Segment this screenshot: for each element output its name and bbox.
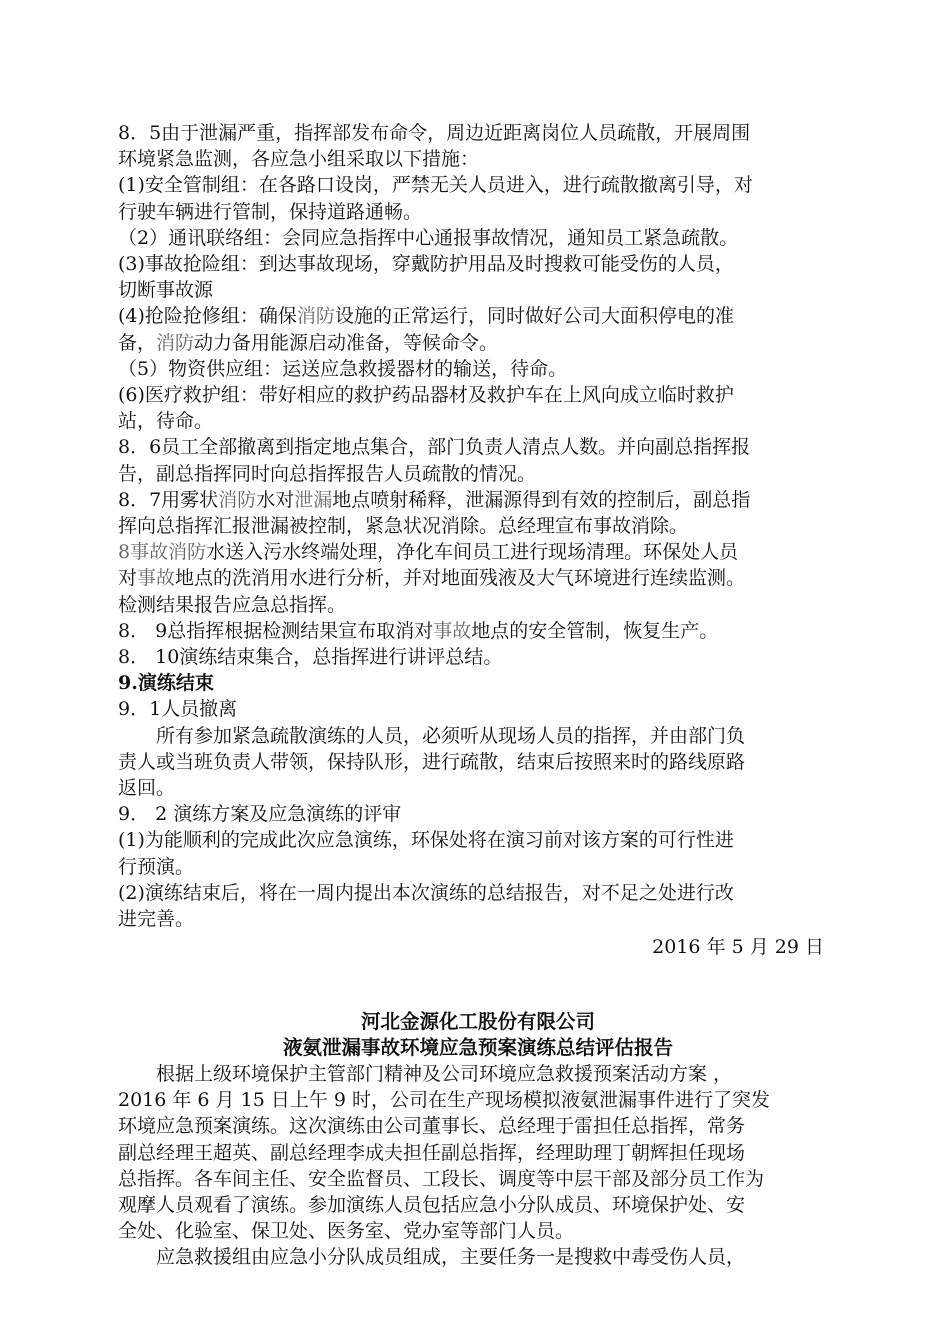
text-line: （5）物资供应组：运送应急救援器材的输送，待命。: [118, 357, 568, 380]
text-segment: (4)抢险抢修组：确保: [118, 305, 297, 328]
text-line: 切断事故源: [118, 279, 214, 302]
text-line: 总指挥。各车间主任、安全监督员、工段长、调度等中层干部及部分员工作为: [118, 1167, 765, 1190]
subsection-heading: 9． 2 演练方案及应急演练的评审: [118, 803, 402, 826]
text-line: 环境应急预案演练。这次演练由公司董事长、总经理于雷担任总指挥，常务: [118, 1115, 746, 1138]
text-segment: 动力备用能源启动准备，等候命令。: [194, 331, 499, 354]
text-line: 8．6员工全部撤离到指定地点集合，部门负责人清点人数。并向副总指挥报: [118, 436, 751, 459]
text-line: (1)为能顺利的完成此次应急演练，环保处将在演习前对该方案的可行性进: [118, 829, 734, 852]
highlighted-term: 事故: [137, 567, 176, 590]
document-date: 2016 年 5 月 29 日: [652, 936, 824, 959]
text-segment: 8． 9总指挥根据检测结果宣布取消对: [118, 619, 434, 642]
spacer: [118, 961, 838, 1009]
text-line: [118, 303, 838, 329]
text-line: 环境紧急监测，各应急小组采取以下措施：: [118, 148, 480, 171]
text-line: 行驶车辆进行管制，保持道路通畅。: [118, 200, 423, 223]
text-segment: 地点的洗消用水进行分析，并对地面残液及大气环境进行连续监测。: [175, 567, 746, 590]
text-segment: 备，: [118, 331, 157, 354]
text-line: 副总经理王超英、副总经理李成夫担任副总指挥，经理助理丁朝辉担任现场: [118, 1141, 746, 1164]
highlighted-term: 泄漏: [294, 488, 333, 511]
text-line: 根据上级环境保护主管部门精神及公司环境应急救援预案活动方案 ，: [156, 1062, 733, 1085]
text-segment: 水对: [256, 488, 295, 511]
text-line: (1)安全管制组：在各路口设岗，严禁无关人员进入，进行疏散撤离引导，对: [118, 174, 753, 197]
highlighted-term: 消防: [156, 331, 195, 354]
text-line: 全处、化验室、保卫处、医务室、党办室等部门人员。: [118, 1220, 575, 1243]
text-line: 返回。: [118, 777, 176, 800]
highlighted-term: 消防: [296, 305, 335, 328]
text-line: 进完善。: [118, 908, 195, 931]
text-line: 观摩人员观看了演练。参加演练人员包括应急小分队成员、环境保护处、安: [118, 1193, 746, 1216]
text-line: 站，待命。: [118, 410, 214, 433]
document-body: [118, 120, 838, 1271]
text-line: 8． 10演练结束集合，总指挥进行讲评总结。: [118, 646, 503, 669]
text-line: (6)医疗救护组：带好相应的救护药品器材及救护车在上风向成立临时救护: [118, 384, 734, 407]
text-segment: 地点喷射稀释，泄漏源得到有效的控制后，副总指: [332, 488, 751, 511]
text-line: （2）通讯联络组：会同应急指挥中心通报事故情况，通知员工紧急疏散。: [118, 226, 739, 249]
text-line: [118, 330, 838, 356]
text-line: 责人或当班负责人带领，保持队形，进行疏散，结束后按照来时的路线原路: [118, 750, 746, 773]
text-line: 应急救援组由应急小分队成员组成，主要任务一是搜救中毒受伤人员，: [156, 1246, 746, 1269]
text-line: 所有参加紧急疏散演练的人员，必须听从现场人员的指挥，并由部门负: [156, 724, 746, 747]
text-line: (2)演练结束后，将在一周内提出本次演练的总结报告，对不足之处进行改: [118, 881, 734, 904]
text-line: 检测结果报告应急总指挥。: [118, 593, 347, 616]
highlighted-term: 消防: [218, 488, 257, 511]
text-segment: 设施的正常运行，同时做好公司大面积停电的准: [334, 305, 734, 328]
text-line: 8．5由于泄漏严重，指挥部发布命令，周边近距离岗位人员疏散，开展周围: [118, 122, 751, 144]
highlighted-term: 事故: [433, 619, 472, 642]
text-line: 行预演。: [118, 855, 195, 878]
text-segment: 水送入污水终端处理，净化车间员工进行现场清理。环保处人员: [206, 541, 739, 564]
company-title: 河北金源化工股份有限公司: [360, 1009, 595, 1033]
text-line: (3)事故抢险组：到达事故现场，穿戴防护用品及时搜救可能受伤的人员，: [118, 253, 734, 276]
text-segment: 8．7用雾状: [118, 488, 219, 511]
text-line: [118, 565, 838, 591]
text-line: 告，副总指挥同时向总指挥报告人员疏散的情况。: [118, 462, 537, 485]
text-line: 挥向总指挥汇报泄漏被控制，紧急状况消除。总经理宣布事故消除。: [118, 515, 689, 538]
subsection-heading: 9．1人员撤离: [118, 698, 238, 721]
report-title: 液氨泄漏事故环境应急预案演练总结评估报告: [282, 1035, 673, 1059]
text-line: [118, 539, 838, 565]
text-segment: 8: [118, 541, 131, 564]
section-heading: 9.演练结束: [118, 672, 214, 695]
text-line: 2016 年 6 月 15 日上午 9 时，公司在生产现场模拟液氨泄漏事件进行了突发: [118, 1089, 770, 1112]
highlighted-term: 事故消防: [130, 541, 207, 564]
text-line: [118, 487, 838, 513]
text-segment: 对: [118, 567, 138, 590]
text-segment: 地点的安全管制，恢复生产。: [471, 619, 719, 642]
text-line: [118, 618, 838, 644]
